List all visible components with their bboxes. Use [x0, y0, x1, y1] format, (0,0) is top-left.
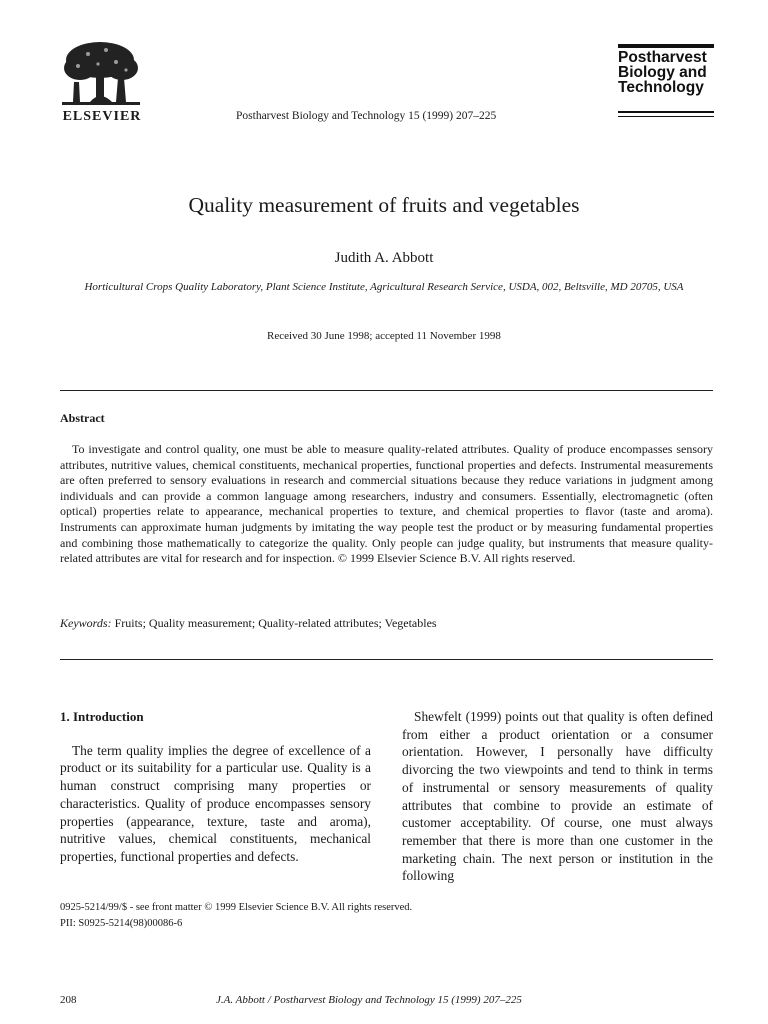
- journal-logo-bottom-rule: [618, 111, 714, 113]
- article-author: Judith A. Abbott: [334, 250, 434, 266]
- journal-logo-bottom-rule-thin: [618, 116, 714, 117]
- introduction-paragraph-2: Shewfelt (1999) points out that quality is often defined from either a product orientation or a consumer orientation. However, I personally have difficulty divorcing the two viewpoints and tend to think in terms of instrumental or sensory measurements of quality attributes that combine to provide an estimate of customer acceptability. Of course, one must always remember that there is more than one customer in the marketing chain. The next person or institution in the following: [402, 709, 713, 884]
- abstract-heading: Abstract: [60, 411, 105, 425]
- copyright-line: 0925-5214/99/$ - see front matter © 1999 Elsevier Science B.V. All rights reserved.: [60, 902, 413, 913]
- running-head: J.A. Abbott / Postharvest Biology and Technology 15 (1999) 207–225: [216, 994, 522, 1006]
- journal-citation: Postharvest Biology and Technology 15 (1999) 207–225: [236, 110, 497, 122]
- journal-logo-line-1: Postharvest: [618, 49, 707, 66]
- body-right-column: [402, 708, 713, 885]
- received-dates: Received 30 June 1998; accepted 11 November 1998: [267, 330, 501, 342]
- front-matter-note: [60, 900, 412, 932]
- page-number: 208: [60, 994, 77, 1006]
- section-heading-introduction: 1. Introduction: [60, 709, 144, 724]
- author-affiliation: Horticultural Crops Quality Laboratory, Plant Science Institute, Agricultural Research Service, USDA, 002, Beltsville, MD 20705, USA: [84, 281, 684, 293]
- abstract-top-rule: [60, 390, 713, 391]
- journal-logo-line-2: Biology and: [618, 64, 707, 81]
- elsevier-tree-logo: [60, 38, 142, 110]
- body-left-column: [60, 708, 371, 866]
- keywords-list: Fruits; Quality measurement; Quality-related attributes; Vegetables: [114, 616, 437, 630]
- introduction-paragraph-1: The term quality implies the degree of excellence of a product or its suitability for a particular use. Quality is a human construct comprising many properties or characteristics. Quality of produce encompasses sensory properties (appearance, texture, taste and aroma), nutritive values, chemical constituents, mechanical properties, functional properties and defects.: [60, 742, 371, 864]
- journal-logo-line-3: Technology: [618, 79, 704, 96]
- pii-line: PII: S0925-5214(98)00086-6: [60, 918, 183, 929]
- abstract-bottom-rule: [60, 659, 713, 660]
- keywords-label: Keywords:: [60, 616, 112, 630]
- keywords: [60, 616, 437, 631]
- journal-logo-top-rule: [618, 44, 714, 48]
- journal-logo: [618, 50, 718, 95]
- abstract-body: To investigate and control quality, one must be able to measure quality-related attributes. Quality of produce encompasses sensory attributes, nutritive values, chemical constituents, mechanical properties, functional properties and defects. Instrumental measurements are often preferred to sensory evaluations in research and commercial situations because they reduce variations in judgment among individuals and can provide a common language among researchers, industry and consumers. Essentially, electromagnetic (often optical) properties relate to appearance, mechanical properties to texture, and chemical properties to flavor (taste and aroma). Instruments can approximate human judgments by imitating the way people test the product or by measuring fundamental properties and combining those mathematically to categorize the quality. Only people can judge quality, but instruments that measure quality-related attributes are vital for research and for inspection. © 1999 Elsevier Science B.V. All rights reserved.: [60, 442, 713, 566]
- publisher-name: ELSEVIER: [62, 109, 142, 124]
- article-title: Quality measurement of fruits and vegetables: [188, 193, 580, 217]
